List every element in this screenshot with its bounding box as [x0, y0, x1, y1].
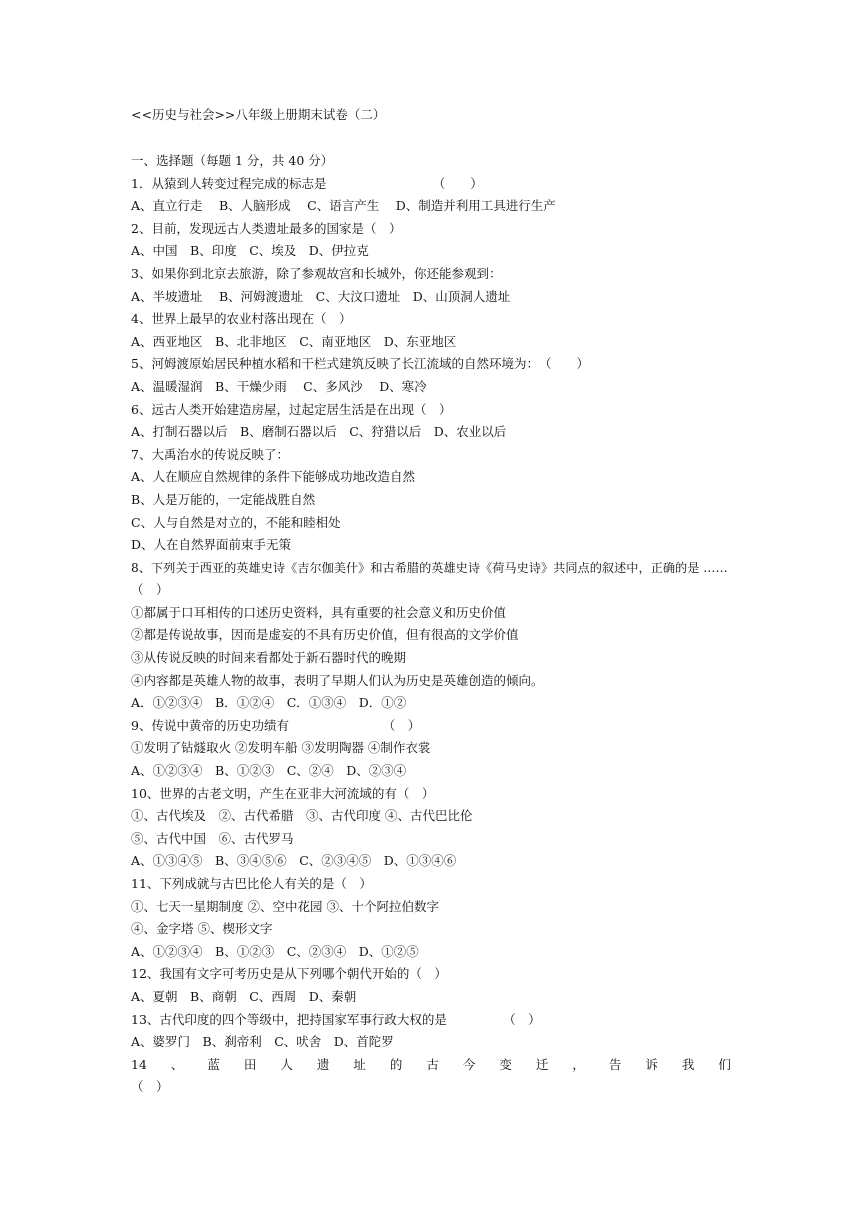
q14-char: 诉: [645, 1056, 658, 1072]
q14-char: 址: [353, 1056, 366, 1072]
question-5-options: A、温暖湿润 B、干燥少雨 C、多风沙 D、寒冷: [131, 378, 427, 394]
question-14: [131, 1054, 731, 1077]
q14-char: 人: [280, 1056, 293, 1072]
q14-char: 们: [718, 1056, 731, 1072]
question-14-answer-paren: （ ）: [131, 1079, 169, 1095]
question-6: 6、远古人类开始建造房屋，过起定居生活是在出现（ ）: [131, 401, 452, 417]
question-11-statements-2: ④、金字塔 ⑤、楔形文字: [131, 921, 273, 937]
question-11-options: A、①②③④ B、①②③ C、②③④ D、①②⑤: [131, 943, 419, 959]
question-2: 2、目前，发现远古人类遗址最多的国家是（ ）: [131, 220, 402, 236]
question-3: 3、如果你到北京去旅游，除了参观故宫和长城外，你还能参观到：: [131, 265, 502, 281]
question-1-options: A、直立行走 B、人脑形成 C、语言产生 D、制造并利用工具进行生产: [131, 198, 556, 214]
q14-char: 14: [131, 1056, 147, 1072]
question-8-answer-paren: （ ）: [131, 582, 169, 598]
question-10-statements-2: ⑤、古代中国 ⑥、古代罗马: [131, 830, 294, 846]
question-12: 12、我国有文字可考历史是从下列哪个朝代开始的（ ）: [131, 966, 447, 982]
question-2-options: A、中国 B、印度 C、埃及 D、伊拉克: [131, 243, 369, 259]
q14-char: ，: [572, 1056, 585, 1072]
question-10: 10、世界的古老文明，产生在亚非大河流域的有（ ）: [131, 785, 435, 801]
question-8-statement-3: ③从传说反映的时间来看都处于新石器时代的晚期: [131, 650, 407, 666]
question-8-statement-1: ①都属于口耳相传的口述历史资料，具有重要的社会意义和历史价值: [131, 604, 507, 620]
question-7-option-d: D、人在自然界面前束手无策: [131, 537, 292, 553]
question-4-options: A、西亚地区 B、北非地区 C、南亚地区 D、东亚地区: [131, 333, 457, 349]
question-9: 9、传说中黄帝的历史功绩有 （ ）: [131, 717, 421, 733]
question-1: 1．从猿到人转变过程完成的标志是 （ ）: [131, 175, 483, 191]
exam-page: [131, 104, 731, 1099]
q14-char: 变: [499, 1056, 512, 1072]
question-10-options: A、①③④⑤ B、③④⑤⑥ C、②③④⑤ D、①③④⑥: [131, 853, 457, 869]
question-9-options: A、①②③④ B、①②③ C、②④ D、②③④: [131, 763, 407, 779]
q14-char: 的: [389, 1056, 403, 1072]
question-13: 13、古代印度的四个等级中，把持国家军事行政大权的是 （ ）: [131, 1011, 541, 1027]
question-8: 8、下列关于西亚的英雄史诗《吉尔伽美什》和古希腊的英雄史诗《荷马史诗》共同点的叙述中，正确的是 ……: [131, 560, 728, 575]
question-7-option-a: A、人在顺应自然规律的条件下能够成功地改造自然: [131, 469, 416, 485]
q14-char: 迁: [535, 1056, 549, 1072]
q14-char: 、: [170, 1056, 184, 1072]
q14-char: 告: [608, 1056, 622, 1072]
question-11-statements-1: ①、七天一星期制度 ②、空中花园 ③、十个阿拉伯数字: [131, 898, 439, 914]
question-10-statements-1: ①、古代埃及 ②、古代希腊 ③、古代印度 ④、古代巴比伦: [131, 808, 473, 824]
q14-char: 蓝: [207, 1056, 220, 1072]
q14-char: 遗: [316, 1056, 330, 1072]
question-13-options: A、婆罗门 B、刹帝利 C、吠舍 D、首陀罗: [131, 1034, 394, 1050]
section-heading: 一、选择题（每题 1 分，共 40 分）: [131, 153, 334, 168]
question-5: 5、河姆渡原始居民种植水稻和干栏式建筑反映了长江流域的自然环境为： （ ）: [131, 356, 589, 372]
question-12-options: A、夏朝 B、商朝 C、西周 D、秦朝: [131, 988, 357, 1004]
question-11: 11、下列成就与古巴比伦人有关的是（ ）: [131, 876, 372, 891]
question-4: 4、世界上最早的农业村落出现在（ ）: [131, 311, 352, 327]
question-7-option-c: C、人与自然是对立的，不能和睦相处: [131, 514, 341, 530]
question-7-option-b: B、人是万能的，一定能战胜自然: [131, 491, 316, 507]
question-3-options: A、半坡遗址 B、河姆渡遗址 C、大汶口遗址 D、山顶洞人遗址: [131, 288, 511, 304]
question-8-statement-2: ②都是传说故事，因而是虚妄的不具有历史价值，但有很高的文学价值: [131, 627, 519, 643]
question-8-statement-4: ④内容都是英雄人物的故事，表明了早期人们认为历史是英雄创造的倾向。: [131, 672, 544, 688]
q14-char: 我: [681, 1056, 695, 1072]
q14-char: 今: [462, 1056, 476, 1072]
q14-char: 古: [426, 1056, 439, 1072]
q14-char: 田: [243, 1056, 257, 1072]
question-7: 7、大禹治水的传说反映了：: [131, 446, 289, 462]
question-8-options: A．①②③④ B．①②④ C．①③④ D．①②: [131, 695, 407, 711]
question-9-statements: ①发明了钻燧取火 ②发明车船 ③发明陶器 ④制作衣裳: [131, 740, 431, 756]
exam-title: <<历史与社会>>八年级上册期末试卷（二）: [131, 107, 386, 122]
question-6-options: A、打制石器以后 B、磨制石器以后 C、狩猎以后 D、农业以后: [131, 424, 507, 440]
